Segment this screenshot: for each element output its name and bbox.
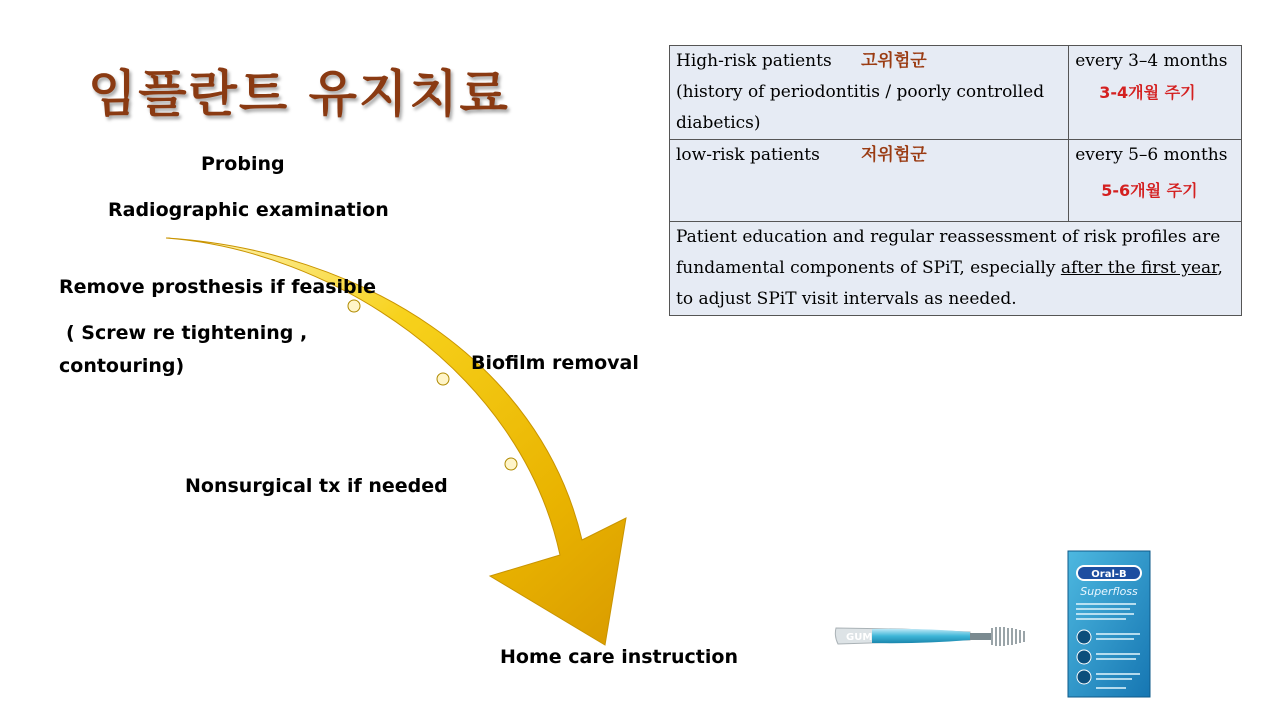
table-row <box>670 46 1242 140</box>
high-risk-kr-interval: 3-4개월 주기 <box>1099 83 1196 102</box>
step-probing: Probing <box>201 153 285 175</box>
note-underlined: after the first year <box>1060 258 1218 278</box>
low-risk-interval: every 5–6 months <box>1075 145 1228 165</box>
high-risk-kr-label: 고위험군 <box>861 51 927 71</box>
step-radiographic: Radiographic examination <box>108 199 389 221</box>
high-risk-interval: every 3–4 months <box>1075 51 1228 71</box>
arrow-dot <box>505 458 517 470</box>
step-screw: ( Screw re tightening , <box>66 322 308 344</box>
low-risk-kr-label: 저위험군 <box>861 145 927 165</box>
table-row <box>670 222 1242 316</box>
arrow-dot <box>437 373 449 385</box>
high-risk-desc: (history of periodontitis / poorly controlled diabetics) <box>676 82 1045 133</box>
low-risk-label: low-risk patients <box>676 145 820 165</box>
note-text: Patient education and regular reassessment of risk profiles are fundamental components of SPiT, especially <box>676 227 1221 278</box>
arrow-dot <box>348 300 360 312</box>
step-contouring: contouring) <box>59 355 185 377</box>
step-remove-prosthesis: Remove prosthesis if feasible <box>59 276 377 298</box>
floss-name-text: Superfloss <box>1080 585 1138 598</box>
note-text-end: , to adjust SPiT visit intervals as needed. <box>676 258 1223 309</box>
high-risk-label: High-risk patients <box>676 51 832 71</box>
risk-table <box>669 45 1242 316</box>
step-biofilm: Biofilm removal <box>471 352 639 374</box>
table-row <box>670 140 1242 222</box>
floss-brand-text: Oral-B <box>1091 569 1127 580</box>
page-title: 임플란트 유지치료 <box>88 65 510 123</box>
interdental-brush-image <box>832 616 1032 656</box>
step-home-care: Home care instruction <box>500 646 738 668</box>
low-risk-kr-interval: 5-6개월 주기 <box>1101 181 1198 200</box>
brush-brand-text: GUM <box>846 632 873 643</box>
step-nonsurgical: Nonsurgical tx if needed <box>185 475 448 497</box>
superfloss-package-image <box>1066 549 1152 699</box>
